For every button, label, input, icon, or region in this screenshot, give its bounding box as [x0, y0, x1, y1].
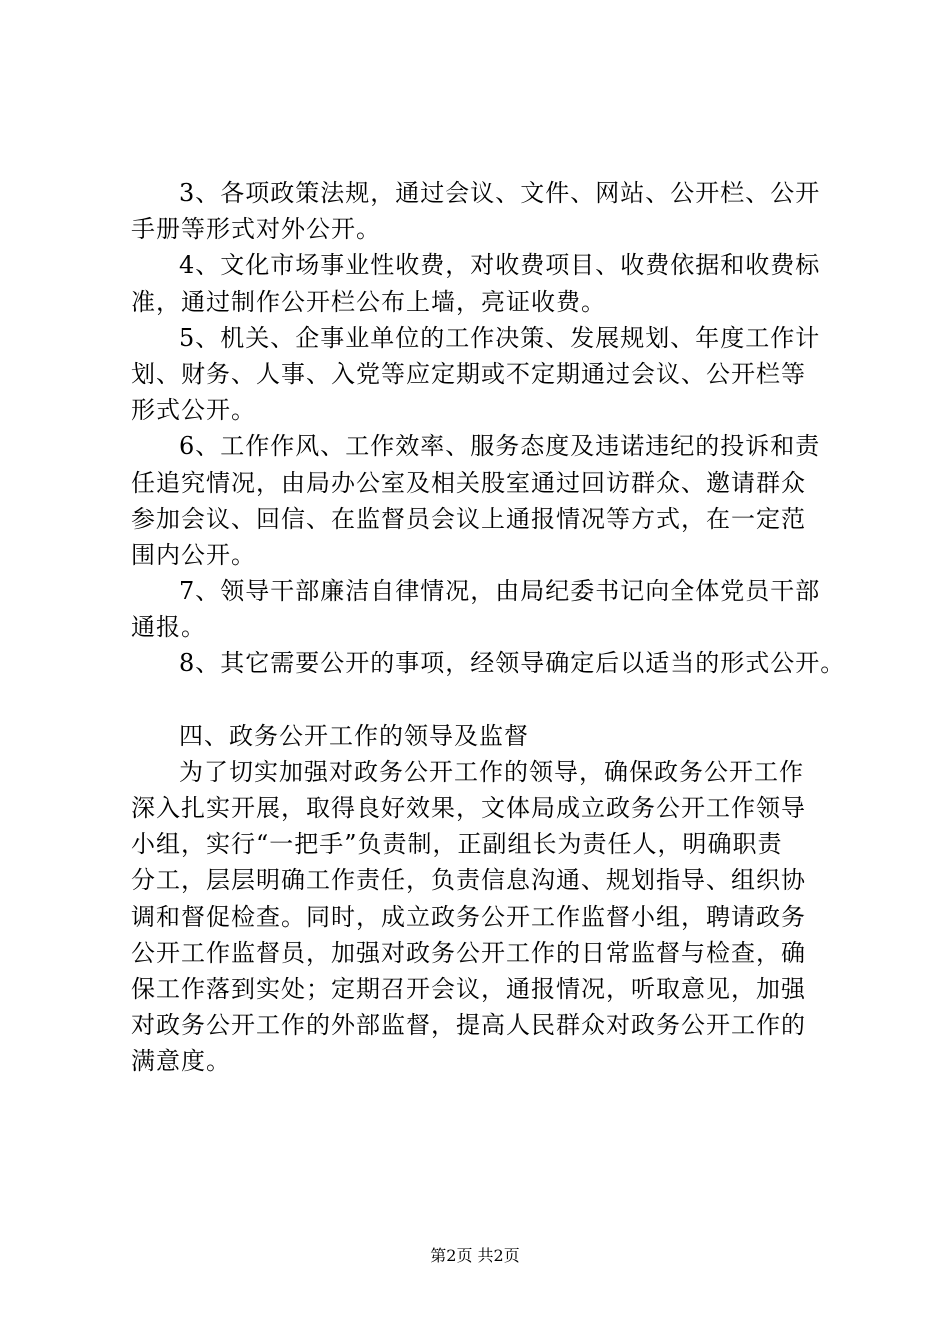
section-para-line-6: 公开工作监督员，加强对政务公开工作的日常监督与检查，确 — [131, 938, 806, 967]
item-6-line-1: 6、工作作风、工作效率、服务态度及违诺违纪的投诉和责 — [179, 432, 821, 461]
section-heading: 四、政务公开工作的领导及监督 — [179, 721, 529, 750]
section-para-line-7: 保工作落到实处；定期召开会议，通报情况，听取意见，加强 — [131, 974, 806, 1003]
section-para-line-9: 满意度。 — [131, 1047, 231, 1076]
page-number-text: 第2页 共2页 — [430, 1246, 520, 1265]
paragraph-gap — [131, 682, 831, 718]
section-para-line-1: 为了切实加强对政务公开工作的领导，确保政务公开工作 — [179, 757, 804, 786]
item-3-line-1: 3、各项政策法规，通过会议、文件、网站、公开栏、公开 — [179, 179, 821, 207]
item-6-line-2: 任追究情况，由局办公室及相关股室通过回访群众、邀请群众 — [131, 468, 806, 497]
item-4-line-1: 4、文化市场事业性收费，对收费项目、收费依据和收费标 — [179, 251, 821, 280]
section-para-line-2: 深入扎实开展，取得良好效果，文体局成立政务公开工作领导 — [131, 794, 806, 822]
item-7-line-1: 7、领导干部廉洁自律情况，由局纪委书记向全体党员干部 — [179, 577, 821, 606]
section-para-line-8: 对政务公开工作的外部监督，提高人民群众对政务公开工作的 — [131, 1011, 806, 1040]
item-3-line-2: 手册等形式对外公开。 — [131, 215, 381, 244]
item-6-line-3: 参加会议、回信、在监督员会议上通报情况等方式，在一定范 — [131, 504, 806, 533]
item-5-line-1: 5、机关、企事业单位的工作决策、发展规划、年度工作计 — [179, 323, 821, 352]
item-5-line-2: 划、财务、人事、入党等应定期或不定期通过会议、公开栏等 — [131, 359, 806, 388]
section-para-line-5: 调和督促检查。同时，成立政务公开工作监督小组，聘请政务 — [131, 902, 806, 931]
item-8-line-1: 8、其它需要公开的事项，经领导确定后以适当的形式公开。 — [179, 649, 846, 678]
item-4-line-2: 准，通过制作公开栏公布上墙，亮证收费。 — [131, 287, 606, 316]
section-para-line-3: 小组，实行“一把手”负责制，正副组长为责任人，明确职责 — [131, 830, 783, 859]
item-5-line-3: 形式公开。 — [131, 396, 256, 425]
section-para-line-4: 分工，层层明确工作责任，负责信息沟通、规划指导、组织协 — [131, 866, 806, 895]
item-6-line-4: 围内公开。 — [131, 540, 256, 569]
document-body — [131, 175, 846, 1080]
page-footer — [0, 1243, 950, 1266]
item-7-line-2: 通报。 — [131, 613, 206, 642]
